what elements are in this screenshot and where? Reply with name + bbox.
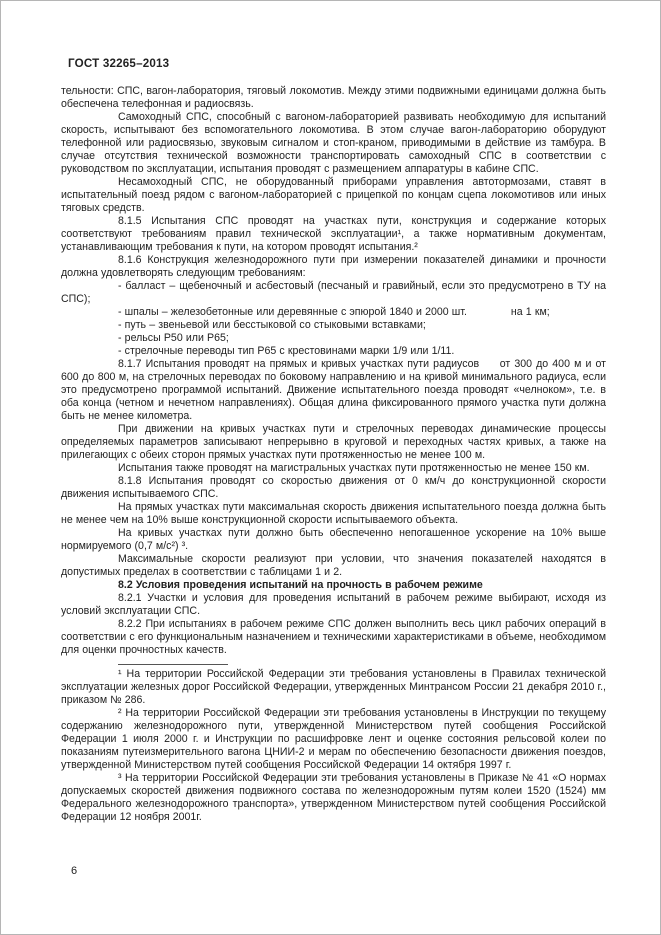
list-item-sleepers: - шпалы – железобетонные или деревянные с эпюрой 1840 и 2000 шт. на 1 км; bbox=[118, 306, 550, 318]
footnote-3: ³ На территории Российской Федерации эти требования установлены в Приказе № 41 «О нормах допускаемых скоростей движения подвижного состава по железнодорожным путям колеи 1520 (1524) мм Федерального железнодорожного транспорта», утвержденном Министерством путей сообщения Российской Федерации 12 ноября 2001г. bbox=[61, 772, 606, 823]
footnote-1: ¹ На территории Российской Федерации эти требования установлены в Правилах технической эксплуатации железных дорог Российской Федерации, утвержденных Минтрансом России 21 декабря 2010 г., приказом № 286. bbox=[61, 668, 606, 706]
section-heading-8-2: 8.2 Условия проведения испытаний на прочность в рабочем режиме bbox=[118, 579, 483, 591]
footnote-separator bbox=[118, 664, 228, 665]
paragraph: На прямых участках пути максимальная скорость движения испытательного поезда должна быть не менее чем на 10% выше конструкционной скорости испытываемого объекта. bbox=[61, 501, 606, 526]
document-body bbox=[61, 85, 606, 657]
list-item-track: - путь – звеньевой или бесстыковой со стыковыми вставками; bbox=[118, 319, 426, 331]
paragraph-8-2-2: 8.2.2 При испытаниях в рабочем режиме СПС должен выполнить весь цикл рабочих операций в соответствии с его функциональным назначением и техническими характеристиками в объеме, необходимом для оценки прочностных качеств. bbox=[61, 618, 606, 656]
paragraph: Максимальные скорости реализуют при условии, что значения показателей находятся в допустимых пределах в соответствии с таблицами 1 и 2. bbox=[61, 553, 606, 578]
page-number: 6 bbox=[71, 865, 78, 877]
document-title: ГОСТ 32265–2013 bbox=[68, 57, 170, 70]
paragraph-8-1-5: 8.1.5 Испытания СПС проводят на участках пути, конструкция и содержание которых соответствуют требованиям правил технической эксплуатации¹, а также нормативным документам, устанавливающим требования к пути, на котором проводят испытания.² bbox=[61, 215, 606, 253]
footnote-2: ² На территории Российской Федерации эти требования установлены в Инструкции по текущему содержанию железнодорожного пути, утвержденной Министерством путей сообщения Российской Федерации 1 июля 2000 г. и Инструкции по расшифровке лент и оценке состояния рельсовой колеи по показаниям путеизмерительного вагона ЦНИИ-2 и мерам по обеспечению безопасности движения поездов, утвержденной Министерством путей сообщения Российской Федерации 14 октября 1997 г. bbox=[61, 707, 606, 771]
paragraph: На кривых участках пути должно быть обеспеченно непогашенное ускорение на 10% выше нормируемого (0,7 м/с²) ³. bbox=[61, 527, 606, 552]
footnotes-section bbox=[61, 664, 606, 824]
list-item-switches: - стрелочные переводы тип Р65 с крестовинами марки 1/9 или 1/11. bbox=[118, 345, 455, 357]
paragraph: При движении на кривых участках пути и стрелочных переводах динамические процессы определяемых параметров записывают непрерывно в круговой и переходных частях кривых, а также на прилегающих с обеих сторон прямых участках пути протяженностью не менее 100 м. bbox=[61, 423, 606, 461]
paragraph-8-1-7: 8.1.7 Испытания проводят на прямых и кривых участках пути радиусов от 300 до 400 м и от 600 до 800 м, на стрелочных переводах по боковому направлению и на кривой минимального радиуса, если это предусмотрено программой испытаний. Движение испытательного поезда проводят «челноком», т.е. в оба конца (четном и нечетном направлениях). Общая длина фиксированного прямого участка пути должна быть не менее километра. bbox=[61, 358, 606, 422]
list-item-rails: - рельсы Р50 или Р65; bbox=[118, 332, 229, 344]
paragraph-8-2-1: 8.2.1 Участки и условия для проведения испытаний в рабочем режиме выбирают, исходя из условий эксплуатации СПС. bbox=[61, 592, 606, 617]
paragraph: Несамоходный СПС, не оборудованный приборами управления автотормозами, ставят в испытательный поезд рядом с вагоном-лабораторией с прицепкой по концам сцепа локомотивов или иных тяговых средств. bbox=[61, 176, 606, 214]
list-item-ballast: - балласт – щебеночный и асбестовый (песчаный и гравийный, если это предусмотрено в ТУ на СПС); bbox=[61, 280, 606, 305]
paragraph: тельности: СПС, вагон-лаборатория, тяговый локомотив. Между этими подвижными единицами должна быть обеспечена телефонная и радиосвязь. bbox=[61, 85, 606, 110]
paragraph-8-1-8: 8.1.8 Испытания проводят со скоростью движения от 0 км/ч до конструкционной скорости движения испытываемого СПС. bbox=[61, 475, 606, 500]
paragraph: Испытания также проводят на магистральных участках пути протяженностью не менее 150 км. bbox=[118, 462, 590, 474]
paragraph: Самоходный СПС, способный с вагоном-лабораторией развивать необходимую для испытаний скорость, испытывают без вспомогательного локомотива. В этом случае вагон-лабораторию оборудуют телефонной или радиосвязью, звуковым сигналом и стоп-краном, приводимыми в действие из тамбура. В случае отсутствия технической возможности транспортировать самоходный СПС в соответствии с руководством по эксплуатации, испытания проводят с размещением аппаратуры в кабине СПС. bbox=[61, 111, 606, 175]
paragraph-8-1-6: 8.1.6 Конструкция железнодорожного пути при измерении показателей динамики и прочности должна удовлетворять следующим требованиям: bbox=[61, 254, 606, 279]
